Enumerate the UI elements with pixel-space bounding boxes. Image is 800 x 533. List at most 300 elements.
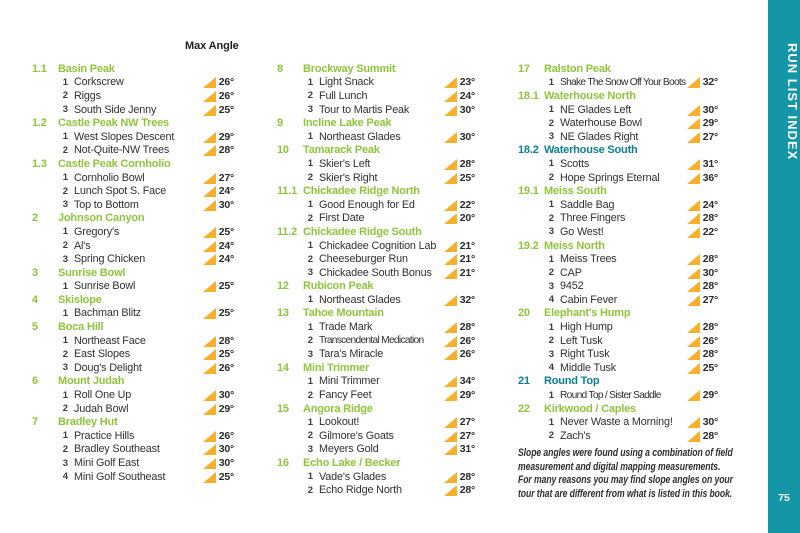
run-number: 2 <box>62 443 68 455</box>
run-number: 1 <box>548 158 554 170</box>
peak-group-header <box>518 402 718 416</box>
max-angle-value: 28° <box>702 280 718 293</box>
peak-number: 19.1 <box>518 185 539 198</box>
run-max-angle <box>687 362 718 374</box>
max-angle-value: 25° <box>218 348 234 361</box>
run-name: Top to Bottom <box>74 198 139 211</box>
run-name: Meyers Gold <box>319 443 379 456</box>
run-max-angle <box>444 348 475 360</box>
slope-triangle-icon <box>687 132 700 143</box>
peak-group-header <box>518 184 718 198</box>
peak-group-header <box>32 212 234 226</box>
peak-name: Meiss North <box>544 239 605 252</box>
slope-triangle-icon <box>687 227 700 238</box>
side-tab-bar <box>768 0 800 533</box>
peak-name: Brockway Summit <box>303 62 396 75</box>
run-row <box>32 225 234 239</box>
peak-number: 18.2 <box>518 144 539 157</box>
run-max-angle <box>444 443 475 455</box>
max-angle-value: 32° <box>702 76 718 89</box>
max-angle-value: 29° <box>218 130 234 143</box>
run-name: Right Tusk <box>560 348 610 361</box>
run-name: Cabin Fever <box>560 293 618 306</box>
slope-triangle-icon <box>444 200 457 211</box>
peak-number: 17 <box>518 62 530 75</box>
slope-triangle-icon <box>444 91 457 102</box>
run-row <box>518 225 718 239</box>
slope-triangle-icon <box>203 308 216 319</box>
max-angle-value: 28° <box>218 144 234 157</box>
run-number: 1 <box>548 389 554 401</box>
run-max-angle <box>444 389 475 401</box>
slope-triangle-icon <box>203 472 216 483</box>
slope-triangle-icon <box>203 241 216 252</box>
max-angle-value: 30° <box>702 103 718 116</box>
max-angle-value: 26° <box>459 334 475 347</box>
run-max-angle <box>444 131 475 143</box>
max-angle-value: 30° <box>218 443 234 456</box>
run-max-angle <box>444 335 475 347</box>
peak-group-header <box>277 144 475 158</box>
run-number: 3 <box>62 199 68 211</box>
slope-triangle-icon <box>203 105 216 116</box>
slope-triangle-icon <box>203 444 216 455</box>
max-angle-value: 30° <box>218 389 234 402</box>
peak-name: Waterhouse South <box>544 144 638 157</box>
peak-name: Johnson Canyon <box>58 212 145 225</box>
run-max-angle <box>444 321 475 333</box>
run-number: 2 <box>548 335 554 347</box>
slope-triangle-icon <box>687 336 700 347</box>
run-max-angle <box>203 335 234 347</box>
run-row <box>518 157 718 171</box>
run-row <box>518 76 718 90</box>
peak-name: Incline Lake Peak <box>303 117 392 130</box>
run-name: Cornholio Bowl <box>74 171 145 184</box>
run-name: Vade's Glades <box>319 470 387 483</box>
footnote-line: measurement and digital mapping measurements. <box>518 460 721 473</box>
slope-triangle-icon <box>203 431 216 442</box>
run-max-angle <box>687 226 718 238</box>
run-max-angle <box>203 240 234 252</box>
run-number: 1 <box>62 76 68 88</box>
run-row <box>32 443 234 457</box>
run-max-angle <box>687 104 718 116</box>
peak-name: Ralston Peak <box>544 62 611 75</box>
peak-group-header <box>277 116 475 130</box>
run-name: Middle Tusk <box>560 361 616 374</box>
run-row <box>32 171 234 185</box>
run-number: 1 <box>548 416 554 428</box>
peak-name: Bradley Hut <box>58 416 118 429</box>
max-angle-value: 28° <box>459 157 475 170</box>
run-name: Not-Quite-NW Trees <box>74 144 170 157</box>
slope-triangle-icon <box>444 485 457 496</box>
max-angle-value: 29° <box>459 389 475 402</box>
slope-triangle-icon <box>444 390 457 401</box>
peak-name: Elephant's Hump <box>544 307 631 320</box>
run-max-angle <box>203 307 234 319</box>
max-angle-value: 30° <box>218 457 234 470</box>
slope-triangle-icon <box>687 349 700 360</box>
run-max-angle <box>444 430 475 442</box>
run-name: Northeast Glades <box>319 293 401 306</box>
slope-triangle-icon <box>203 77 216 88</box>
run-name: Fancy Feet <box>319 389 372 402</box>
run-row <box>32 130 234 144</box>
run-number: 2 <box>307 90 313 102</box>
run-name: Light Snack <box>319 76 374 89</box>
run-max-angle <box>444 212 475 224</box>
run-row <box>32 470 234 484</box>
peak-name: Boca Hill <box>58 321 104 334</box>
run-max-angle <box>203 131 234 143</box>
run-max-angle <box>203 457 234 469</box>
max-angle-value: 27° <box>702 130 718 143</box>
run-max-angle <box>444 158 475 170</box>
max-angle-value: 29° <box>702 389 718 402</box>
peak-name: Mini Trimmer <box>303 361 370 374</box>
peak-name: Waterhouse North <box>544 89 636 102</box>
slope-triangle-icon <box>203 404 216 415</box>
run-number: 3 <box>548 280 554 292</box>
peak-name: Tahoe Mountain <box>303 307 384 320</box>
run-name: Shake The Snow Off Your Boots <box>560 76 686 88</box>
slope-triangle-icon <box>444 77 457 88</box>
peak-name: Tamarack Peak <box>303 144 380 157</box>
slope-angle-footnote <box>518 447 774 501</box>
run-number: 1 <box>62 335 68 347</box>
slope-triangle-icon <box>444 173 457 184</box>
run-name: Gregory's <box>74 225 120 238</box>
run-number: 2 <box>307 212 313 224</box>
peak-name: Kirkwood / Caples <box>544 402 636 415</box>
peak-number: 20 <box>518 307 530 320</box>
max-angle-value: 28° <box>459 484 475 497</box>
run-number: 3 <box>307 443 313 455</box>
run-row <box>32 334 234 348</box>
max-angle-value: 28° <box>702 348 718 361</box>
run-number: 1 <box>307 471 313 483</box>
run-number: 2 <box>307 430 313 442</box>
run-name: Tara's Miracle <box>319 348 384 361</box>
run-number: 2 <box>62 185 68 197</box>
run-name: Gilmore's Goats <box>319 429 394 442</box>
max-angle-value: 28° <box>702 321 718 334</box>
peak-group-header <box>518 375 718 389</box>
max-angle-value: 24° <box>459 89 475 102</box>
max-angle-value: 27° <box>702 293 718 306</box>
run-name: Round Top / Sister Saddle <box>560 389 661 401</box>
max-angle-value: 36° <box>702 171 718 184</box>
run-max-angle <box>203 172 234 184</box>
run-row <box>518 334 718 348</box>
slope-triangle-icon <box>444 417 457 428</box>
max-angle-value: 30° <box>702 266 718 279</box>
run-row <box>277 198 475 212</box>
run-row <box>518 103 718 117</box>
peak-number: 11.2 <box>277 225 298 238</box>
footnote-line: Slope angles were found using a combination of field <box>518 447 733 459</box>
peak-name: Skislope <box>58 293 102 306</box>
max-angle-value: 24° <box>218 253 234 266</box>
run-row <box>518 361 718 375</box>
peak-group-header <box>32 293 234 307</box>
max-angle-value: 28° <box>459 321 475 334</box>
run-max-angle <box>203 443 234 455</box>
run-max-angle <box>444 484 475 496</box>
peak-group-header <box>518 62 718 76</box>
slope-triangle-icon <box>444 295 457 306</box>
run-max-angle <box>687 430 718 442</box>
peak-name: Chickadee Ridge South <box>303 225 422 238</box>
run-number: 1 <box>62 389 68 401</box>
run-max-angle <box>687 253 718 265</box>
run-row <box>32 347 234 361</box>
run-number: 1 <box>62 131 68 143</box>
run-number: 1 <box>62 280 68 292</box>
run-max-angle <box>203 144 234 156</box>
peak-name: Mount Judah <box>58 375 125 388</box>
slope-triangle-icon <box>203 132 216 143</box>
run-name: Lunch Spot S. Face <box>74 185 167 198</box>
run-name: Bachman Blitz <box>74 307 142 320</box>
run-row <box>518 171 718 185</box>
slope-triangle-icon <box>203 91 216 102</box>
run-number: 1 <box>307 158 313 170</box>
run-name: Chickadee South Bonus <box>319 266 432 279</box>
slope-triangle-icon <box>687 118 700 129</box>
run-name: Echo Ridge North <box>319 484 402 497</box>
run-max-angle <box>687 76 718 88</box>
run-max-angle <box>444 471 475 483</box>
max-angle-value: 29° <box>218 402 234 415</box>
run-row <box>277 252 475 266</box>
run-number: 2 <box>548 117 554 129</box>
peak-number: 1.1 <box>32 62 47 75</box>
max-angle-value: 25° <box>218 470 234 483</box>
max-angle-value: 30° <box>702 416 718 429</box>
run-number: 1 <box>307 294 313 306</box>
run-name: NE Glades Left <box>560 103 632 116</box>
run-row <box>277 415 475 429</box>
slope-triangle-icon <box>687 159 700 170</box>
run-name: Waterhouse Bowl <box>560 117 642 130</box>
run-name: Left Tusk <box>560 334 603 347</box>
run-number: 3 <box>548 348 554 360</box>
run-number: 1 <box>307 131 313 143</box>
run-name: Meiss Trees <box>560 253 617 266</box>
slope-triangle-icon <box>203 349 216 360</box>
max-angle-value: 27° <box>218 171 234 184</box>
run-name: East Slopes <box>74 348 130 361</box>
run-number: 2 <box>62 240 68 252</box>
max-angle-value: 21° <box>459 266 475 279</box>
run-name: Hope Springs Eternal <box>560 171 660 184</box>
peak-number: 15 <box>277 402 289 415</box>
run-number: 1 <box>307 199 313 211</box>
slope-triangle-icon <box>203 145 216 156</box>
peak-number: 6 <box>32 375 38 388</box>
peak-number: 4 <box>32 293 38 306</box>
peak-name: Sunrise Bowl <box>58 266 126 279</box>
peak-name: Angora Ridge <box>303 402 373 415</box>
peak-group-header <box>32 157 234 171</box>
slope-triangle-icon <box>203 254 216 265</box>
run-name: Roll One Up <box>74 389 132 402</box>
slope-triangle-icon <box>687 213 700 224</box>
peak-number: 12 <box>277 280 289 293</box>
run-max-angle <box>687 389 718 401</box>
peak-number: 2 <box>32 212 38 225</box>
slope-triangle-icon <box>687 200 700 211</box>
peak-name: Castle Peak NW Trees <box>58 117 169 130</box>
run-number: 2 <box>307 172 313 184</box>
run-row <box>277 239 475 253</box>
run-max-angle <box>687 335 718 347</box>
run-row <box>32 76 234 90</box>
run-name: Judah Bowl <box>74 402 129 415</box>
slope-triangle-icon <box>444 105 457 116</box>
run-number: 1 <box>62 172 68 184</box>
run-row <box>277 375 475 389</box>
run-row <box>518 198 718 212</box>
slope-triangle-icon <box>444 444 457 455</box>
peak-name: Rubicon Peak <box>303 280 374 293</box>
slope-triangle-icon <box>687 363 700 374</box>
run-name: Practice Hills <box>74 429 135 442</box>
peak-number: 16 <box>277 457 289 470</box>
max-angle-value: 26° <box>218 361 234 374</box>
peak-number: 21 <box>518 375 530 388</box>
run-row <box>32 103 234 117</box>
peak-name: Echo Lake / Becker <box>303 457 401 470</box>
slope-triangle-icon <box>203 390 216 401</box>
peak-group-header <box>518 307 718 321</box>
page-number: 75 <box>778 492 790 504</box>
peak-name: Round Top <box>544 375 600 388</box>
run-number: 1 <box>62 430 68 442</box>
run-row <box>277 293 475 307</box>
max-angle-value: 24° <box>218 185 234 198</box>
peak-number: 5 <box>32 321 38 334</box>
run-name: Northeast Glades <box>319 130 401 143</box>
run-row <box>32 388 234 402</box>
run-max-angle <box>444 199 475 211</box>
run-row <box>32 456 234 470</box>
run-number: 2 <box>62 144 68 156</box>
run-row <box>518 280 718 294</box>
run-max-angle <box>203 185 234 197</box>
peak-group-header <box>277 456 475 470</box>
run-row <box>518 293 718 307</box>
run-name: Three Fingers <box>560 212 626 225</box>
run-max-angle <box>203 104 234 116</box>
run-number: 1 <box>62 307 68 319</box>
run-row <box>518 252 718 266</box>
run-number: 2 <box>62 90 68 102</box>
max-angle-value: 24° <box>218 239 234 252</box>
slope-triangle-icon <box>444 336 457 347</box>
max-angle-value: 25° <box>218 103 234 116</box>
slope-triangle-icon <box>444 241 457 252</box>
run-number: 4 <box>548 294 554 306</box>
run-max-angle <box>687 294 718 306</box>
run-number: 2 <box>548 267 554 279</box>
max-angle-value: 23° <box>459 76 475 89</box>
peak-number: 22 <box>518 402 530 415</box>
max-angle-value: 20° <box>459 212 475 225</box>
run-name: Scotts <box>560 157 590 170</box>
slope-triangle-icon <box>687 322 700 333</box>
slope-triangle-icon <box>444 322 457 333</box>
run-name: Tour to Martis Peak <box>319 103 410 116</box>
max-angle-value: 26° <box>218 76 234 89</box>
footnote-line: For many reasons you may find slope angles on your <box>518 474 733 486</box>
run-name: Skier's Left <box>319 157 371 170</box>
run-name: Chickadee Cognition Lab <box>319 239 437 252</box>
run-row <box>277 76 475 90</box>
peak-number: 13 <box>277 307 289 320</box>
run-max-angle <box>203 348 234 360</box>
run-number: 1 <box>548 321 554 333</box>
max-angle-value: 31° <box>459 443 475 456</box>
peak-number: 9 <box>277 117 283 130</box>
run-list-index-vertical-label: RUN LIST INDEX <box>785 43 800 161</box>
run-name: Doug's Delight <box>74 361 142 374</box>
run-row <box>32 144 234 158</box>
max-angle-value: 28° <box>702 429 718 442</box>
run-number: 3 <box>62 104 68 116</box>
run-row <box>518 266 718 280</box>
peak-number: 3 <box>32 266 38 279</box>
run-max-angle <box>687 348 718 360</box>
run-column <box>518 62 718 443</box>
run-max-angle <box>444 104 475 116</box>
run-max-angle <box>203 76 234 88</box>
run-name: Lookout! <box>319 416 360 429</box>
max-angle-value: 28° <box>218 334 234 347</box>
max-angle-value: 25° <box>702 361 718 374</box>
footnote-line: tour that are different from what is listed in this book. <box>518 487 733 500</box>
peak-group-header <box>518 239 718 253</box>
run-max-angle <box>687 280 718 292</box>
peak-name: Meiss South <box>544 185 607 198</box>
slope-triangle-icon <box>444 159 457 170</box>
run-number: 1 <box>307 240 313 252</box>
run-row <box>277 483 475 497</box>
max-angle-value: 31° <box>702 157 718 170</box>
slope-triangle-icon <box>203 227 216 238</box>
max-angle-value: 26° <box>702 334 718 347</box>
run-row <box>277 347 475 361</box>
run-number: 1 <box>307 375 313 387</box>
run-row <box>277 443 475 457</box>
peak-group-header <box>32 116 234 130</box>
max-angle-value: 22° <box>459 198 475 211</box>
max-angle-value: 26° <box>218 89 234 102</box>
run-number: 3 <box>62 253 68 265</box>
run-max-angle <box>203 90 234 102</box>
run-number: 1 <box>62 226 68 238</box>
run-number: 2 <box>548 212 554 224</box>
run-row <box>277 103 475 117</box>
run-name: Mini Trimmer <box>319 375 380 388</box>
slope-triangle-icon <box>687 173 700 184</box>
max-angle-value: 26° <box>218 429 234 442</box>
peak-group-header <box>277 280 475 294</box>
run-row <box>277 130 475 144</box>
